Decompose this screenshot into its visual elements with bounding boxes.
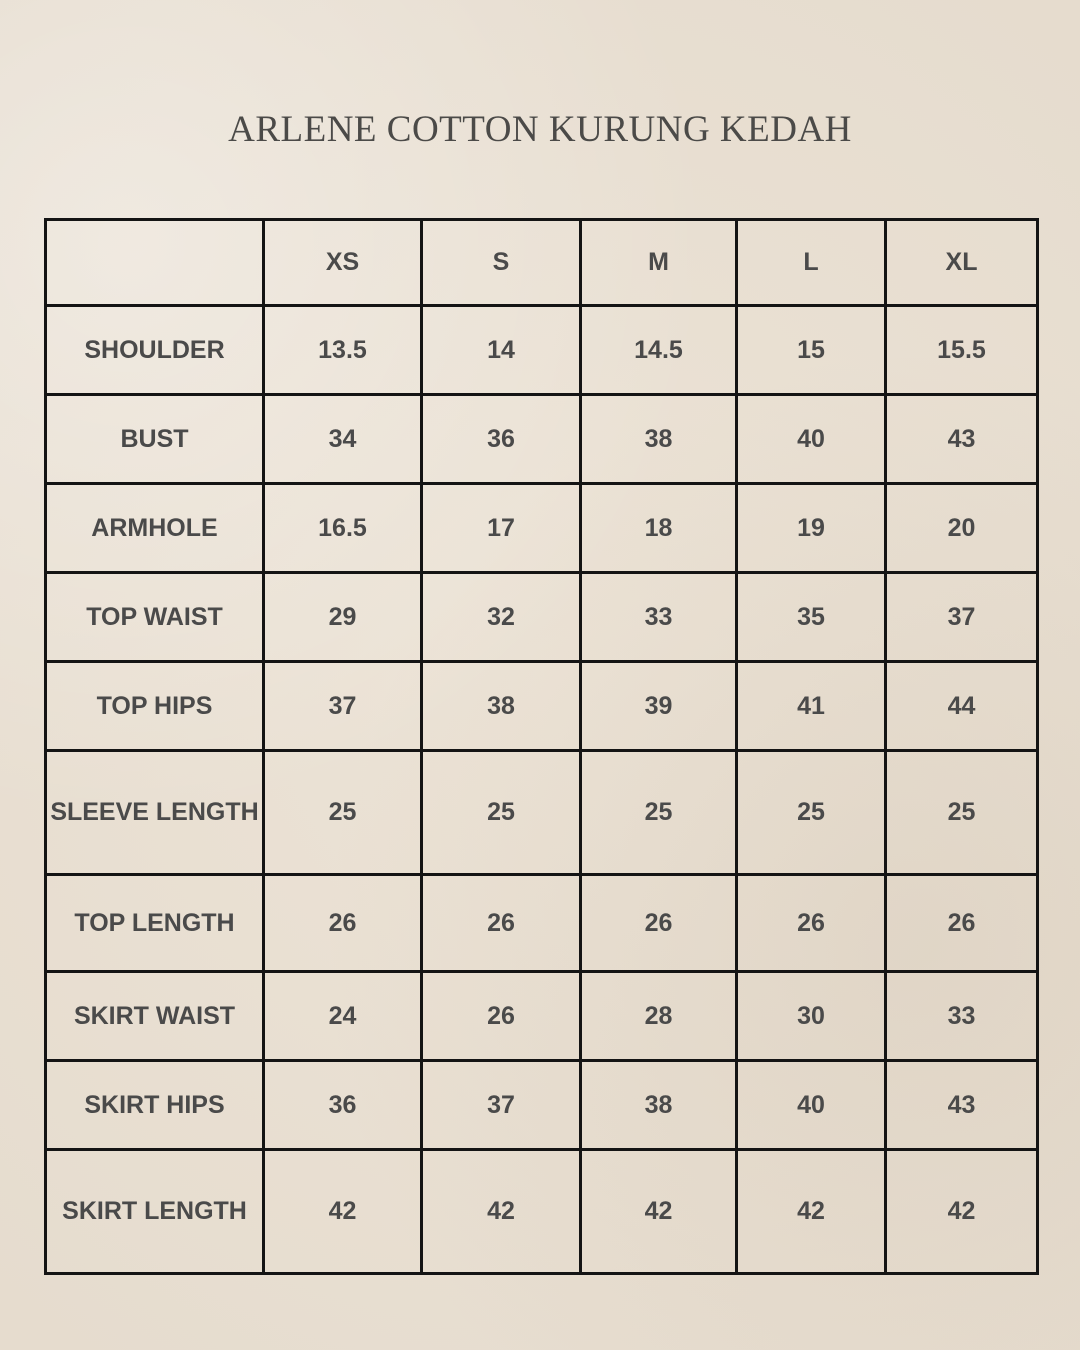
value-cell: 26 (581, 875, 737, 972)
table-row-shoulder (46, 306, 1038, 395)
value-cell: 25 (737, 751, 886, 875)
row-label: ARMHOLE (46, 484, 264, 573)
table-row-skirt-hips (46, 1061, 1038, 1150)
value-cell: 14 (422, 306, 581, 395)
value-cell: 42 (737, 1150, 886, 1274)
value-cell: 24 (264, 972, 422, 1061)
value-cell: 36 (264, 1061, 422, 1150)
value-cell: 43 (886, 1061, 1038, 1150)
table-row-skirt-length (46, 1150, 1038, 1274)
row-label: SLEEVE LENGTH (46, 751, 264, 875)
value-cell: 26 (264, 875, 422, 972)
value-cell: 26 (886, 875, 1038, 972)
value-cell: 34 (264, 395, 422, 484)
value-cell: 30 (737, 972, 886, 1061)
value-cell: 41 (737, 662, 886, 751)
size-header-xs: XS (264, 220, 422, 306)
value-cell: 16.5 (264, 484, 422, 573)
value-cell: 42 (422, 1150, 581, 1274)
value-cell: 25 (886, 751, 1038, 875)
table-row-sleeve-length (46, 751, 1038, 875)
value-cell: 26 (737, 875, 886, 972)
row-label: TOP LENGTH (46, 875, 264, 972)
corner-cell (46, 220, 264, 306)
value-cell: 40 (737, 1061, 886, 1150)
value-cell: 15.5 (886, 306, 1038, 395)
table-row-top-length (46, 875, 1038, 972)
size-header-xl: XL (886, 220, 1038, 306)
value-cell: 14.5 (581, 306, 737, 395)
table-row-top-waist (46, 573, 1038, 662)
value-cell: 42 (886, 1150, 1038, 1274)
value-cell: 44 (886, 662, 1038, 751)
value-cell: 25 (422, 751, 581, 875)
table-row-skirt-waist (46, 972, 1038, 1061)
size-header-row (46, 220, 1038, 306)
size-header-m: M (581, 220, 737, 306)
value-cell: 33 (886, 972, 1038, 1061)
table-row-bust (46, 395, 1038, 484)
value-cell: 36 (422, 395, 581, 484)
row-label: TOP WAIST (46, 573, 264, 662)
page-title: ARLENE COTTON KURUNG KEDAH (228, 109, 852, 150)
value-cell: 18 (581, 484, 737, 573)
value-cell: 17 (422, 484, 581, 573)
value-cell: 13.5 (264, 306, 422, 395)
value-cell: 42 (264, 1150, 422, 1274)
value-cell: 26 (422, 875, 581, 972)
value-cell: 42 (581, 1150, 737, 1274)
value-cell: 38 (581, 1061, 737, 1150)
value-cell: 37 (886, 573, 1038, 662)
table-row-armhole (46, 484, 1038, 573)
value-cell: 26 (422, 972, 581, 1061)
row-label: SKIRT WAIST (46, 972, 264, 1061)
value-cell: 25 (581, 751, 737, 875)
value-cell: 29 (264, 573, 422, 662)
row-label: BUST (46, 395, 264, 484)
value-cell: 38 (581, 395, 737, 484)
size-chart-table (44, 218, 1039, 1275)
value-cell: 43 (886, 395, 1038, 484)
value-cell: 20 (886, 484, 1038, 573)
row-label: SKIRT LENGTH (46, 1150, 264, 1274)
row-label: SHOULDER (46, 306, 264, 395)
table-row-top-hips (46, 662, 1038, 751)
value-cell: 38 (422, 662, 581, 751)
value-cell: 32 (422, 573, 581, 662)
size-header-l: L (737, 220, 886, 306)
value-cell: 25 (264, 751, 422, 875)
value-cell: 35 (737, 573, 886, 662)
value-cell: 19 (737, 484, 886, 573)
row-label: SKIRT HIPS (46, 1061, 264, 1150)
value-cell: 39 (581, 662, 737, 751)
value-cell: 33 (581, 573, 737, 662)
value-cell: 40 (737, 395, 886, 484)
size-header-s: S (422, 220, 581, 306)
value-cell: 15 (737, 306, 886, 395)
value-cell: 37 (264, 662, 422, 751)
row-label: TOP HIPS (46, 662, 264, 751)
value-cell: 28 (581, 972, 737, 1061)
value-cell: 37 (422, 1061, 581, 1150)
